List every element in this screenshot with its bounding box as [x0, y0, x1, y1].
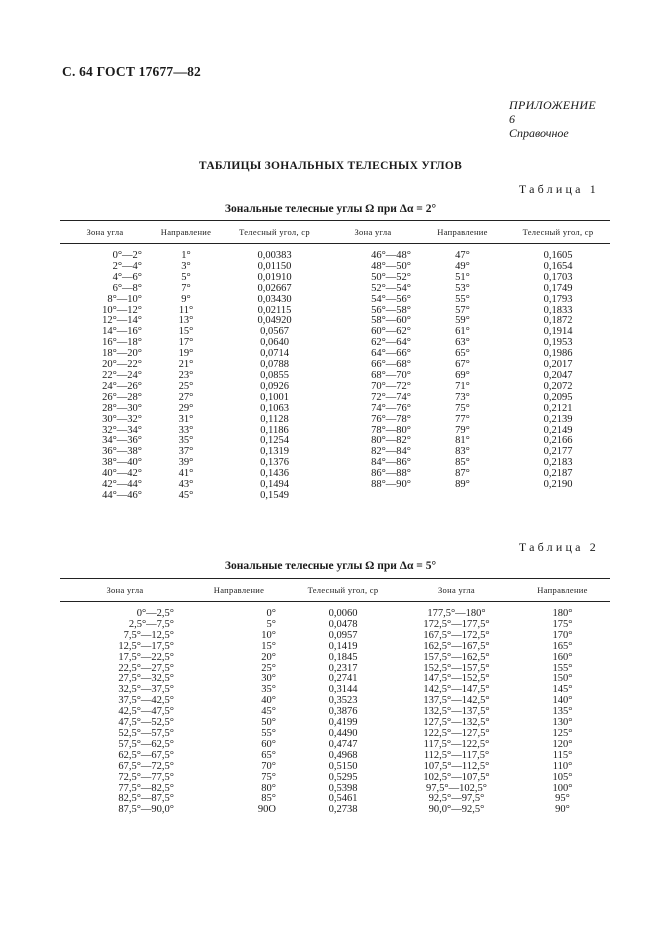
table2-title: Зональные телесные углы Ω при Δα = 5°: [224, 560, 437, 572]
table1-header-cell: Телесный угол, ср: [506, 221, 610, 244]
table1-cell: 40°—42°: [102, 468, 142, 480]
table1-row: [60, 371, 610, 382]
appendix-subtitle: Справочное: [509, 126, 569, 140]
table2-row: [60, 602, 610, 620]
page-header: С. 64 ГОСТ 17677—82: [62, 64, 201, 79]
table2-cell: 160°: [552, 651, 573, 663]
table2-cell: 92,5°—97,5°: [428, 793, 485, 805]
table2-cell: 97,5°—102,5°: [426, 782, 487, 794]
appendix-label: [509, 98, 601, 140]
table1-cell: 0,1953: [543, 337, 573, 349]
table2-cell: 0,4490: [328, 727, 358, 739]
table1-cell: 45°: [178, 489, 194, 501]
table1-cell: 12°—14°: [102, 315, 142, 327]
table1-row: [60, 469, 610, 480]
table1-cell: 0,1914: [543, 326, 573, 338]
table2-cell: 125°: [552, 727, 573, 739]
table1-row: [60, 244, 610, 262]
table1-cell: 52°—54°: [371, 282, 411, 294]
table2-cell: 172,5°—177,5°: [423, 618, 490, 630]
table1-cell: 80°—82°: [371, 435, 411, 447]
table2-cell: 0,5295: [328, 771, 358, 783]
table1-cell: 39°: [178, 457, 194, 469]
table1-cell: 0,0567: [260, 326, 289, 338]
table2-cell: 137,5°—142,5°: [423, 695, 490, 707]
table1-cell: 9°: [181, 293, 191, 305]
table1-row: [60, 284, 610, 295]
table1-cell: 0,2187: [543, 468, 573, 480]
table2-cell: 175°: [552, 618, 573, 630]
document-title: ТАБЛИЦЫ ЗОНАЛЬНЫХ ТЕЛЕСНЫХ УГЛОВ: [198, 160, 463, 172]
table2-cell: 70°: [261, 760, 276, 772]
table1-cell: 0,1749: [543, 282, 573, 294]
table1-cell: 22°—24°: [102, 369, 142, 381]
table1-cell: 87°: [455, 468, 470, 480]
table1-cell: 0,1872: [543, 315, 573, 327]
table1-row: [60, 306, 610, 317]
table1-cell: 0,0714: [260, 348, 289, 360]
table2-cell: 102,5°—107,5°: [423, 771, 490, 783]
table1-cell: 71°: [455, 380, 470, 392]
table1-cell: 0,2166: [543, 435, 573, 447]
table1-cell: 0,1436: [260, 468, 289, 480]
table1-cell: 0,2183: [543, 457, 573, 469]
table1-row: [60, 273, 610, 284]
table1-cell: 76°—78°: [371, 413, 411, 425]
table2-cell: 147,5°—152,5°: [423, 673, 490, 685]
table2-cell: 25°: [261, 662, 276, 674]
table1-cell: 11°: [178, 304, 194, 316]
table2-cell: 105°: [552, 771, 573, 783]
table1-cell: 74°—76°: [371, 402, 411, 414]
table1-cell: 0,1605: [543, 250, 573, 261]
table1-cell: 62°—64°: [371, 337, 411, 349]
table1-cell: 44°—46°: [102, 489, 142, 501]
table1-cell: 2°—4°: [112, 260, 142, 272]
table1-cell: 26°—28°: [102, 391, 142, 403]
table1-cell: 0,1793: [543, 293, 573, 305]
table1-cell: 0,0788: [260, 359, 289, 371]
table2-cell: 20°: [261, 651, 276, 663]
table1-cell: 0,1001: [260, 391, 289, 403]
table2-cell: 0°—2,5°: [136, 608, 174, 619]
table1-cell: 35°: [178, 435, 194, 447]
table1: [60, 220, 610, 502]
table2-cell: 0,1419: [328, 640, 358, 652]
table1-row: [60, 360, 610, 371]
table1-cell: 51°: [455, 271, 470, 283]
table1-cell: 85°: [455, 457, 470, 469]
appendix-title: ПРИЛОЖЕНИЕ 6: [509, 98, 596, 126]
table1-cell: 73°: [455, 391, 470, 403]
table2-cell: 132,5°—137,5°: [423, 706, 490, 718]
table1-cell: 72°—74°: [371, 391, 411, 403]
table2-cell: 0,4199: [328, 717, 358, 729]
table1-cell: 37°: [178, 446, 194, 458]
table1-cell: 29°: [178, 402, 194, 414]
table2-cell: 140°: [552, 695, 573, 707]
table1-cell: 21°: [178, 359, 194, 371]
table2-cell: 80°: [261, 782, 276, 794]
table1-row: [60, 349, 610, 360]
table2-cell: 90°: [555, 804, 570, 816]
table1-cell: 0,0926: [260, 380, 289, 392]
table1-title: Зональные телесные углы Ω при Δα = 2°: [224, 203, 437, 215]
table2-cell: 0,1845: [328, 651, 358, 663]
table1-cell: 0,1703: [543, 271, 573, 283]
table2-header-cell: Направление: [190, 579, 288, 602]
table1-cell: 0,01150: [257, 260, 292, 272]
table1-cell: 36°—38°: [102, 446, 142, 458]
table2-header-row: [60, 579, 610, 602]
table1-cell: [419, 491, 506, 502]
table1-cell: [506, 491, 610, 502]
table1-cell: 0,01910: [257, 271, 292, 283]
table2-cell: 0,5398: [328, 782, 358, 794]
table2-cell: 32,5°—37,5°: [118, 684, 174, 696]
table1-cell: 88°—90°: [371, 479, 411, 491]
table2-label: Таблица 2: [518, 540, 599, 554]
table2-cell: 7,5°—12,5°: [123, 629, 174, 641]
table2-cell: 0,5461: [328, 793, 358, 805]
table2-cell: 0,2317: [328, 662, 358, 674]
table2-cell: 155°: [552, 662, 573, 674]
table1-cell: 38°—40°: [102, 457, 142, 469]
table1-label: Таблица 1: [518, 182, 599, 196]
table1-row: [60, 404, 610, 415]
table1-cell: 41°: [178, 468, 194, 480]
table2-cell: 47,5°—52,5°: [118, 717, 174, 729]
table1-cell: 32°—34°: [102, 424, 142, 436]
table1-cell: 28°—30°: [102, 402, 142, 414]
table1-cell: 78°—80°: [371, 424, 411, 436]
table2-cell: 0,0957: [328, 629, 358, 641]
table2-cell: 117,5°—122,5°: [423, 738, 490, 750]
table2-cell: 12,5°—17,5°: [118, 640, 174, 652]
table1-cell: 0,04920: [257, 315, 292, 327]
table2-cell: 0,2738: [328, 804, 358, 816]
table2-cell: 167,5°—172,5°: [423, 629, 490, 641]
table1-cell: [327, 491, 419, 502]
table1-cell: 14°—16°: [102, 326, 142, 338]
table1-cell: 0,1654: [543, 260, 573, 272]
table2-row: [60, 805, 610, 816]
table2-cell: 60°: [261, 738, 276, 750]
table1-cell: 5°: [181, 271, 191, 283]
table1-cell: 0,2139: [543, 413, 573, 425]
table1-cell: 0,00383: [257, 250, 292, 261]
table1-cell: 7°: [181, 282, 191, 294]
table1-cell: 79°: [455, 424, 470, 436]
table2-cell: 107,5°—112,5°: [423, 760, 490, 772]
table1-cell: 59°: [455, 315, 470, 327]
table1-cell: 25°: [178, 380, 194, 392]
table1-cell: 70°—72°: [371, 380, 411, 392]
table1-cell: 0°—2°: [112, 250, 142, 261]
table2-header-cell: Зона угла: [398, 579, 515, 602]
table1-cell: 20°—22°: [102, 359, 142, 371]
table1-cell: 24°—26°: [102, 380, 142, 392]
table2-row: [60, 653, 610, 664]
table1-cell: 55°: [455, 293, 470, 305]
table1-row: [60, 327, 610, 338]
table2-cell: 0,2741: [328, 673, 358, 685]
table1-cell: 0,1549: [260, 489, 289, 501]
table1-cell: 43°: [178, 479, 194, 491]
table1-row: [60, 447, 610, 458]
table1-cell: 60°—62°: [371, 326, 411, 338]
table2-row: [60, 642, 610, 653]
table1-cell: 0,1063: [260, 402, 289, 414]
table1-row: [60, 295, 610, 306]
table2-cell: 30°: [261, 673, 276, 685]
table2-cell: 112,5°—117,5°: [423, 749, 490, 761]
table1-cell: 83°: [455, 446, 470, 458]
table2: [60, 578, 610, 816]
table2-cell: 15°: [261, 640, 276, 652]
table2-cell: 77,5°—82,5°: [118, 782, 174, 794]
table2-cell: 42,5°—47,5°: [118, 706, 174, 718]
table1-row: [60, 338, 610, 349]
table1-header-cell: Направление: [150, 221, 222, 244]
table2-cell: 0,4747: [328, 738, 358, 750]
table1-row: [60, 458, 610, 469]
table2-cell: 165°: [552, 640, 573, 652]
table2-cell: 40°: [261, 695, 276, 707]
table1-cell: 77°: [455, 413, 470, 425]
table1-row: [60, 262, 610, 273]
table1-cell: 58°—60°: [371, 315, 411, 327]
table1-header-cell: Зона угла: [327, 221, 419, 244]
table2-header-cell: Зона угла: [60, 579, 190, 602]
table1-cell: 89°: [455, 479, 470, 491]
table1-cell: 57°: [455, 304, 470, 316]
table2-cell: 85°: [261, 793, 276, 805]
table1-cell: 86°—88°: [371, 468, 411, 480]
table2-cell: 135°: [552, 706, 573, 718]
table2-cell: 150°: [552, 673, 573, 685]
table1-cell: 27°: [178, 391, 194, 403]
table1-cell: 0,0640: [260, 337, 289, 349]
table2-cell: 82,5°—87,5°: [118, 793, 174, 805]
table2-cell: 0,0060: [328, 608, 358, 619]
table2-cell: 177,5°—180°: [427, 608, 486, 619]
table1-cell: 82°—84°: [371, 446, 411, 458]
table2-cell: 10°: [261, 629, 276, 641]
table2-cell: 0,3876: [328, 706, 358, 718]
table2-cell: 0°: [266, 608, 276, 619]
table1-cell: 0,2149: [543, 424, 573, 436]
table2-cell: 152,5°—157,5°: [423, 662, 490, 674]
table2-cell: 87,5°—90,0°: [118, 804, 174, 816]
table1-cell: 61°: [455, 326, 470, 338]
table1-cell: 75°: [455, 402, 470, 414]
table1-cell: 0,2190: [543, 479, 573, 491]
table1-cell: 10°—12°: [102, 304, 142, 316]
table2-cell: 0,3144: [328, 684, 358, 696]
table1-cell: 68°—70°: [371, 369, 411, 381]
table1-cell: 1°: [181, 250, 191, 261]
table1-cell: 3°: [181, 260, 191, 272]
table1-cell: 66°—68°: [371, 359, 411, 371]
table1-cell: 42°—44°: [102, 479, 142, 491]
table2-row: [60, 762, 610, 773]
table1-cell: 56°—58°: [371, 304, 411, 316]
table2-cell: 120°: [552, 738, 573, 750]
table1-row: [60, 415, 610, 426]
table1-row: [60, 426, 610, 437]
table1-cell: 64°—66°: [371, 348, 411, 360]
table2-cell: 45°: [261, 706, 276, 718]
table2-cell: 100°: [552, 782, 573, 794]
table1-header-cell: Телесный угол, ср: [222, 221, 327, 244]
table2-header-cell: Направление: [515, 579, 610, 602]
table2-cell: 52,5°—57,5°: [118, 727, 174, 739]
table1-cell: 0,0855: [260, 369, 289, 381]
table2-cell: 17,5°—22,5°: [118, 651, 174, 663]
table1-cell: 15°: [178, 326, 194, 338]
table2-cell: 145°: [552, 684, 573, 696]
table1-row: [60, 436, 610, 447]
table1-cell: 84°—86°: [371, 457, 411, 469]
table2-cell: 57,5°—62,5°: [118, 738, 174, 750]
table1-cell: 49°: [455, 260, 470, 272]
table2-cell: 22,5°—27,5°: [118, 662, 174, 674]
table2-cell: 95°: [555, 793, 570, 805]
table1-row: [60, 480, 610, 491]
table1-cell: 0,2177: [543, 446, 573, 458]
table2-cell: 127,5°—132,5°: [423, 717, 490, 729]
table1-cell: 67°: [455, 359, 470, 371]
table1-cell: 33°: [178, 424, 194, 436]
table1-cell: 46°—48°: [371, 250, 411, 261]
table2-cell: 67,5°—72,5°: [118, 760, 174, 772]
table2-row: [60, 773, 610, 784]
table1-cell: 17°: [178, 337, 194, 349]
table1-cell: 81°: [455, 435, 470, 447]
table2-cell: 110°: [552, 760, 573, 772]
table2-cell: 130°: [552, 717, 573, 729]
table1-cell: 30°—32°: [102, 413, 142, 425]
table1-row: [60, 491, 610, 502]
table1-cell: 8°—10°: [107, 293, 142, 305]
table2-cell: 90,0°—92,5°: [428, 804, 485, 816]
table2-cell: 65°: [261, 749, 276, 761]
table2-cell: 2,5°—7,5°: [128, 618, 174, 630]
table2-cell: 180°: [552, 608, 573, 619]
table1-cell: 0,1254: [260, 435, 289, 447]
table1-cell: 0,1494: [260, 479, 289, 491]
table2-cell: 122,5°—127,5°: [423, 727, 490, 739]
table1-header-cell: Зона угла: [60, 221, 150, 244]
table1-header-cell: Направление: [419, 221, 506, 244]
table1-cell: 0,03430: [257, 293, 292, 305]
table2-cell: 0,0478: [328, 618, 358, 630]
table1-cell: 0,2047: [543, 369, 573, 381]
table1-cell: 65°: [455, 348, 470, 360]
table2-cell: 162,5°—167,5°: [423, 640, 490, 652]
table2-cell: 5°: [266, 618, 276, 630]
table1-cell: 19°: [178, 348, 194, 360]
table2-cell: 142,5°—147,5°: [423, 684, 490, 696]
table2-cell: 62,5°—67,5°: [118, 749, 174, 761]
table1-cell: 53°: [455, 282, 470, 294]
table1-cell: 4°—6°: [112, 271, 142, 283]
table1-cell: 6°—8°: [112, 282, 142, 294]
table1-cell: 23°: [178, 369, 194, 381]
table2-cell: 27,5°—32,5°: [118, 673, 174, 685]
table2-cell: 72,5°—77,5°: [118, 771, 174, 783]
table1-cell: 16°—18°: [102, 337, 142, 349]
table2-cell: 90O: [257, 804, 276, 816]
table1-cell: 50°—52°: [371, 271, 411, 283]
table2-cell: 170°: [552, 629, 573, 641]
table1-row: [60, 316, 610, 327]
table2-cell: 75°: [261, 771, 276, 783]
table2-cell: 55°: [261, 727, 276, 739]
table1-cell: 63°: [455, 337, 470, 349]
table1-cell: 0,1319: [260, 446, 289, 458]
table1-row: [60, 382, 610, 393]
table1-cell: 0,1986: [543, 348, 573, 360]
table2-cell: 0,4968: [328, 749, 358, 761]
table1-cell: 0,2017: [543, 359, 573, 371]
table1-cell: 31°: [178, 413, 194, 425]
table2-cell: 37,5°—42,5°: [118, 695, 174, 707]
table2-header-cell: Телесный угол, ср: [288, 579, 398, 602]
table2-cell: 50°: [261, 717, 276, 729]
table1-cell: 0,1128: [260, 413, 289, 425]
table1-cell: 13°: [178, 315, 194, 327]
table1-cell: 0,02115: [257, 304, 292, 316]
table2-cell: 157,5°—162,5°: [423, 651, 490, 663]
table1-row: [60, 393, 610, 404]
table1-cell: 0,2121: [543, 402, 573, 414]
table2-cell: 115°: [552, 749, 573, 761]
table1-cell: 0,1376: [260, 457, 289, 469]
table2-cell: 0,3523: [328, 695, 358, 707]
table1-cell: 0,1186: [260, 424, 289, 436]
table1-cell: 34°—36°: [102, 435, 142, 447]
table1-cell: 0,2095: [543, 391, 573, 403]
table2-cell: 35°: [261, 684, 276, 696]
table1-cell: 48°—50°: [371, 260, 411, 272]
table1-cell: 0,2072: [543, 380, 573, 392]
table1-cell: 18°—20°: [102, 348, 142, 360]
table1-header-row: [60, 221, 610, 244]
table1-cell: 47°: [455, 250, 470, 261]
table1-cell: 0,02667: [257, 282, 292, 294]
table1-cell: 69°: [455, 369, 470, 381]
table2-cell: 0,5150: [328, 760, 358, 772]
table1-cell: 0,1833: [543, 304, 573, 316]
table1-cell: 54°—56°: [371, 293, 411, 305]
